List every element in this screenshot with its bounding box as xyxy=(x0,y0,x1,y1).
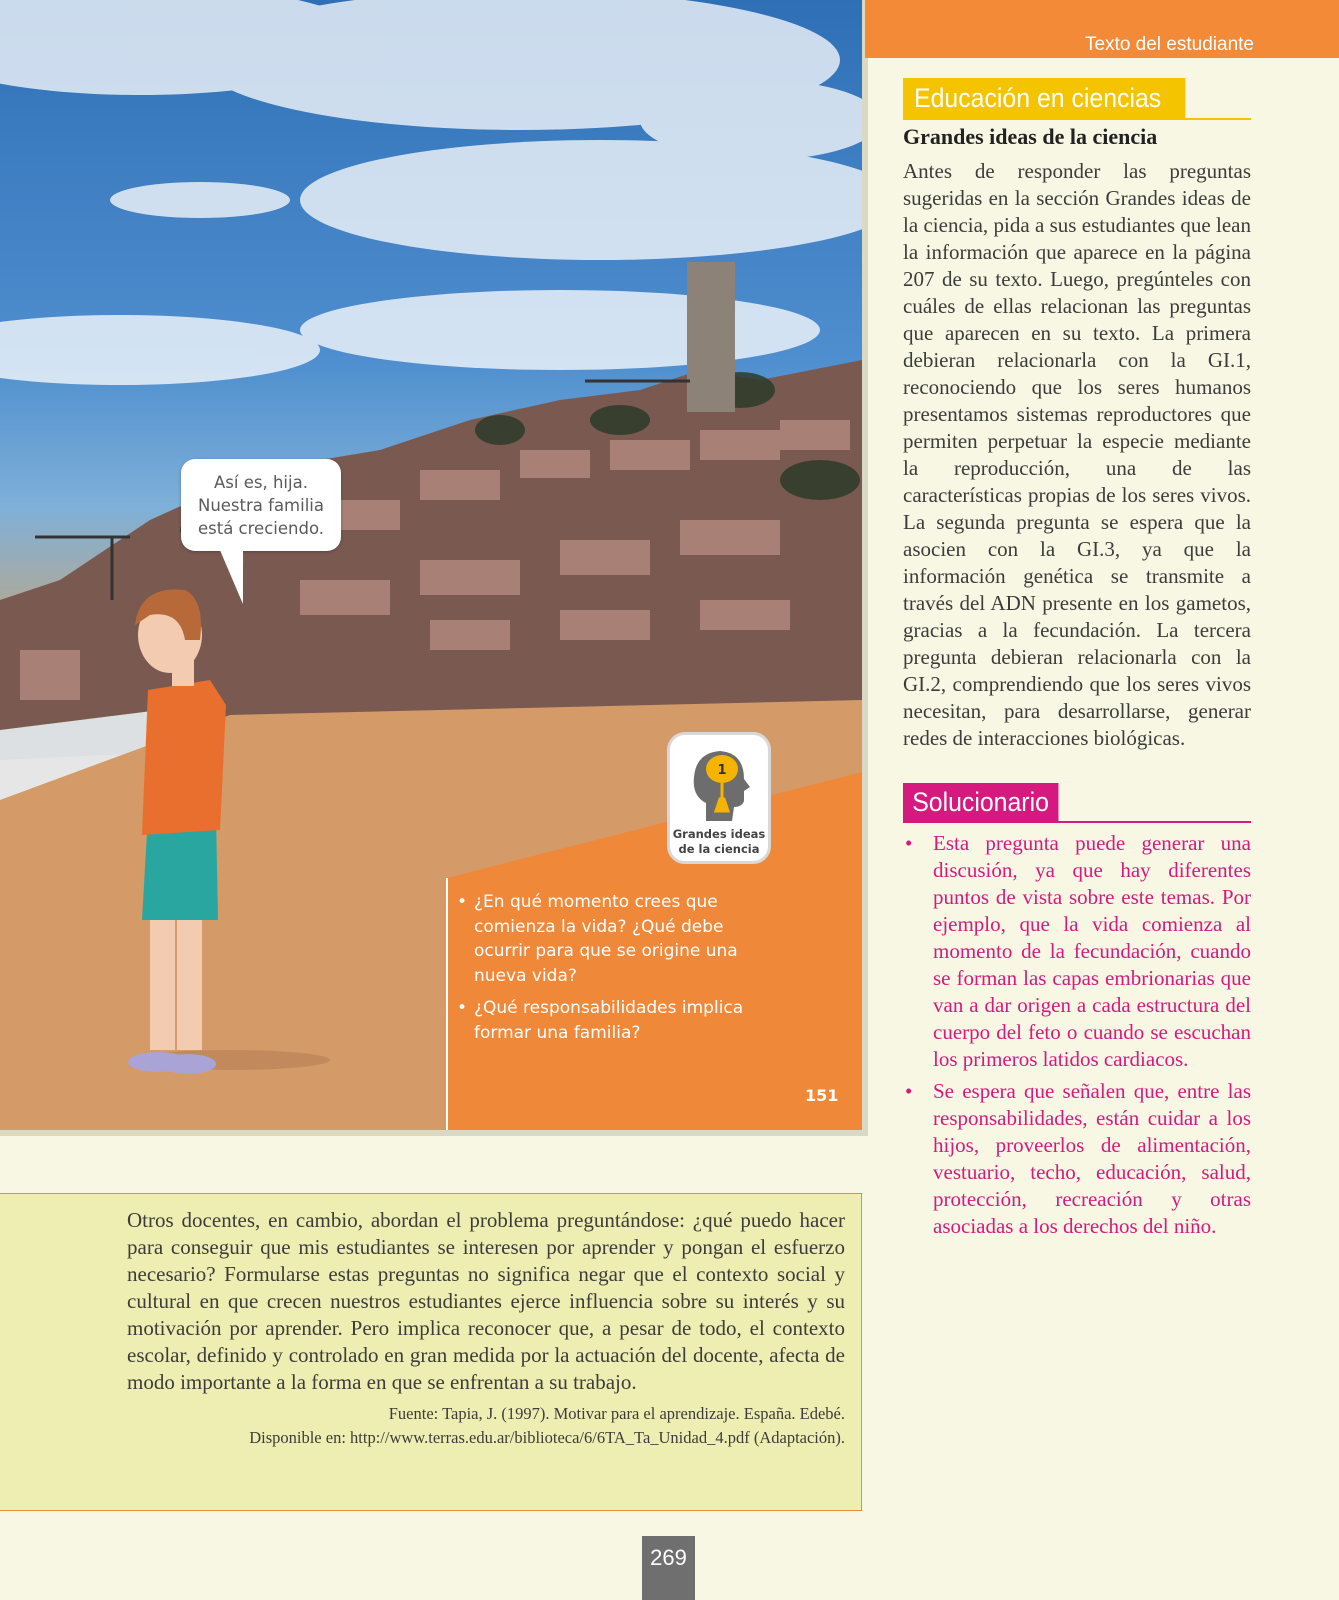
question-item: • ¿En qué momento crees que comienza la vida? ¿Qué debe ocurrir para que se origine una nueva vida? xyxy=(453,890,753,988)
answer-item: • Se espera que señalen que, entre las responsabilidades, están cuidar a los hijos, proveerlos de alimentación, vestuario, techo, educación, salud, protección, recreación y otras asociadas a los derechos del niño. xyxy=(903,1078,1251,1240)
quote-source xyxy=(127,1402,845,1450)
solucionario-title xyxy=(903,783,1251,823)
quote-text: Otros docentes, en cambio, abordan el problema preguntándose: ¿qué puedo hacer para conseguir que mis estudiantes se interesen por aprender y pongan el esfuerzo necesario? Formularse estas preguntas no significa negar que el contexto social y cultural en que crecen nuestros estudiantes ejerce influencia sobre su interés y su motivación por aprender. Pero implica reconocer que, a pesar de todo, el contexto escolar, definido y controlado en gran medida por la actuación del docente, afecta de modo importante a la forma en que se enfrentan a su trabajo. xyxy=(127,1208,845,1394)
quote-source-line: Disponible en: http://www.terras.edu.ar/biblioteca/6/6TA_Ta_Unidad_4.pdf (Adaptación). xyxy=(249,1428,845,1447)
speech-line: Nuestra familia xyxy=(197,495,324,515)
section-title xyxy=(903,78,1251,120)
speech-line: está creciendo. xyxy=(197,518,324,538)
student-book-page xyxy=(0,0,868,1136)
solucionario-title-tag: Solucionario xyxy=(903,783,1058,821)
speech-bubble xyxy=(181,459,341,551)
badge-number: 1 xyxy=(717,763,727,778)
tower-building xyxy=(687,262,735,412)
page-number: 269 xyxy=(642,1536,695,1600)
header-bar xyxy=(865,0,1339,58)
book-page-number: 151 xyxy=(805,1086,839,1105)
speech-line: Así es, hija. xyxy=(214,472,308,492)
guiding-questions xyxy=(453,890,753,1053)
badge-label xyxy=(670,827,768,857)
section-body: Antes de responder las preguntas sugeridas en la sección Grandes ideas de la ciencia, pida a sus estudiantes que lean la información que aparece en la página 207 de su texto. Luego, pregúnteles con cuáles de ellas relacionan las preguntas que aparecen en su texto. La primera debieran relacionarla con la GI.1, reconociendo que los seres humanos presentamos sistemas reproductores que permiten perpetuar la especie mediante la reproducción, una de las características propias de los seres vivos. La segunda pregunta se espera que la asocien con la GI.3, ya que la información genética se transmite a través del ADN presente en los gametos, gracias a la fecundación. La tercera pregunta debieran relacionarla con la GI.2, comprendiendo que los seres vivos necesitan, para desarrollarse, generar redes de interacciones biológicas. xyxy=(903,159,1251,750)
head-idea-icon xyxy=(684,741,754,825)
badge-label-line: de la ciencia xyxy=(678,842,760,856)
answer-item: • Esta pregunta puede generar una discusión, ya que hay diferentes puntos de vista sobre este temas. Por ejemplo, que la vida comienza al momento de la fecundación, cuando se forman las capas embrionarias que van a dar origen a cada estructura del cuerpo del feto o cuando se escuchan los primeros latidos cardiacos. xyxy=(903,830,1251,1073)
quote-box xyxy=(0,1193,862,1511)
section-title-tag: Educación en ciencias xyxy=(903,78,1185,118)
badge-label-line: Grandes ideas xyxy=(672,827,766,841)
quote-source-line: Fuente: Tapia, J. (1997). Motivar para el aprendizaje. España. Edebé. xyxy=(388,1404,845,1423)
header-label: Texto del estudiante xyxy=(1084,34,1254,55)
section-subheading: Grandes ideas de la ciencia xyxy=(903,124,1158,149)
question-item: • ¿Qué responsabilidades implica formar una familia? xyxy=(453,996,753,1045)
grandes-ideas-badge xyxy=(667,732,771,864)
solucionario-answers xyxy=(903,830,1251,1245)
